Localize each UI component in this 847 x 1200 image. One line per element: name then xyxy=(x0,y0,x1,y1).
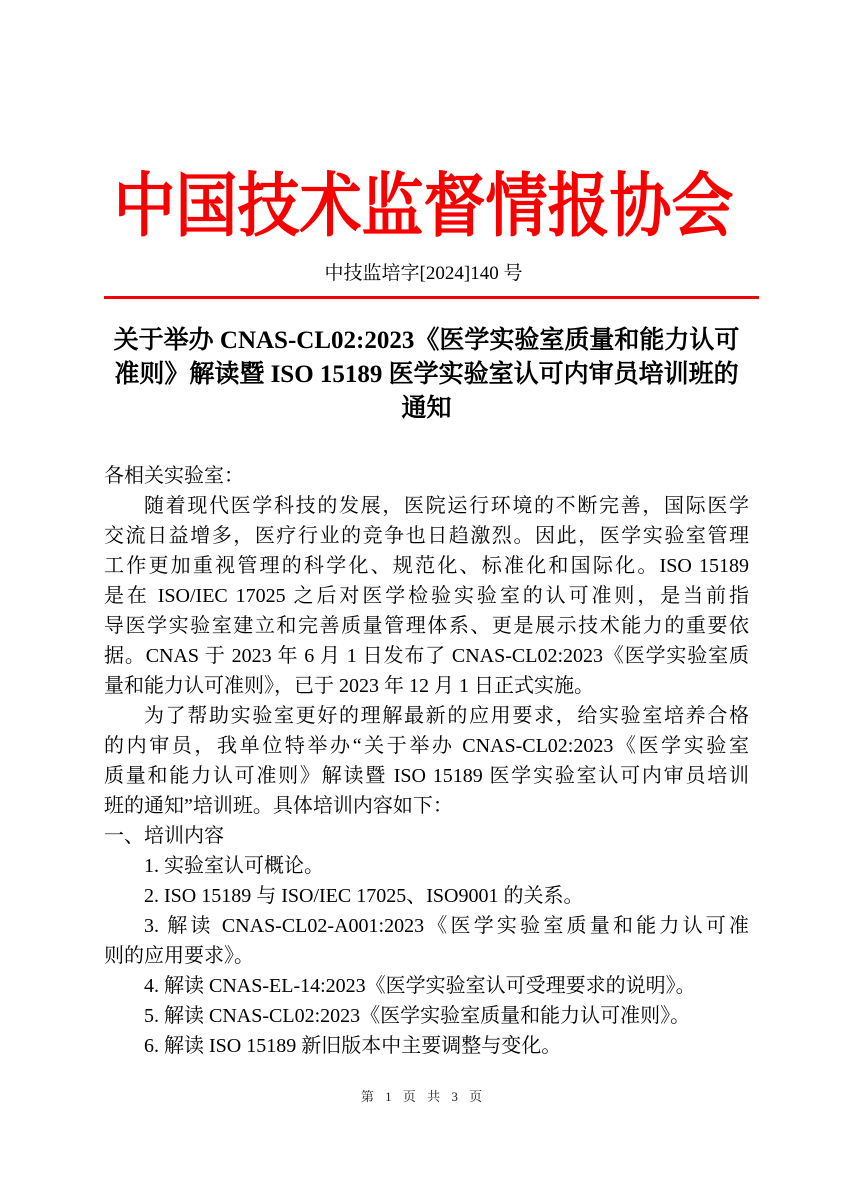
letterhead-org-name: 中国技术监督情报协会 xyxy=(113,169,734,246)
paragraph-1-line: 导医学实验室建立和完善质量管理体系、更是展示技术能力的重要依 xyxy=(104,615,749,637)
section-heading-training-content: 一、培训内容 xyxy=(104,825,224,847)
paragraph-1-line: 工作更加重视管理的科学化、规范化、标准化和国际化。ISO 15189 xyxy=(104,555,749,577)
paragraph-1-line: 量和能力认可准则》，已于 2023 年 12 月 1 日正式实施。 xyxy=(104,675,594,697)
red-divider-rule xyxy=(104,296,759,299)
paragraph-1-line: 是在 ISO/IEC 17025 之后对医学检验实验室的认可准则，是当前指 xyxy=(104,585,749,607)
paragraph-2-line: 质量和能力认可准则》解读暨 ISO 15189 医学实验室认可内审员培训 xyxy=(104,765,749,787)
list-item-3-line: 3. 解读 CNAS-CL02-A001:2023《医学实验室质量和能力认可准 xyxy=(144,915,749,937)
notice-body xyxy=(104,461,749,1061)
paragraph-2-line: 为了帮助实验室更好的理解最新的应用要求，给实验室培养合格 xyxy=(144,705,749,727)
salutation: 各相关实验室： xyxy=(104,465,244,487)
page-number-footer: 第 1 页 共 3 页 xyxy=(360,1089,487,1104)
paragraph-2-line: 的内审员，我单位特举办“关于举办 CNAS-CL02:2023《医学实验室 xyxy=(104,735,749,757)
list-item-4: 4. 解读 CNAS-EL-14:2023《医学实验室认可受理要求的说明》。 xyxy=(144,975,696,997)
list-item-3-line: 则的应用要求》。 xyxy=(104,945,254,967)
paragraph-1-line: 据。CNAS 于 2023 年 6 月 1 日发布了 CNAS-CL02:2023《医学实验室质 xyxy=(104,645,749,667)
notice-title-line: 关于举办 CNAS-CL02:2023《医学实验室质量和能力认可 xyxy=(113,327,740,354)
document-number: 中技监培字[2024]140 号 xyxy=(324,263,523,284)
list-item-2: 2. ISO 15189 与 ISO/IEC 17025、ISO9001 的关系。 xyxy=(144,885,584,907)
list-item-6: 6. 解读 ISO 15189 新旧版本中主要调整与变化。 xyxy=(144,1035,562,1057)
list-item-1: 1. 实验室认可概论。 xyxy=(144,855,324,877)
paragraph-2-line: 班的通知”培训班。具体培训内容如下： xyxy=(104,795,453,817)
paragraph-1-line: 随着现代医学科技的发展，医院运行环境的不断完善，国际医学 xyxy=(144,495,749,517)
paragraph-1-line: 交流日益增多，医疗行业的竞争也日趋激烈。因此，医学实验室管理 xyxy=(104,525,749,547)
list-item-5: 5. 解读 CNAS-CL02:2023《医学实验室质量和能力认可准则》。 xyxy=(144,1005,691,1027)
notice-title-line: 通知 xyxy=(401,395,452,422)
notice-title xyxy=(104,324,749,426)
notice-title-line: 准则》解读暨 ISO 15189 医学实验室认可内审员培训班的 xyxy=(114,361,739,388)
